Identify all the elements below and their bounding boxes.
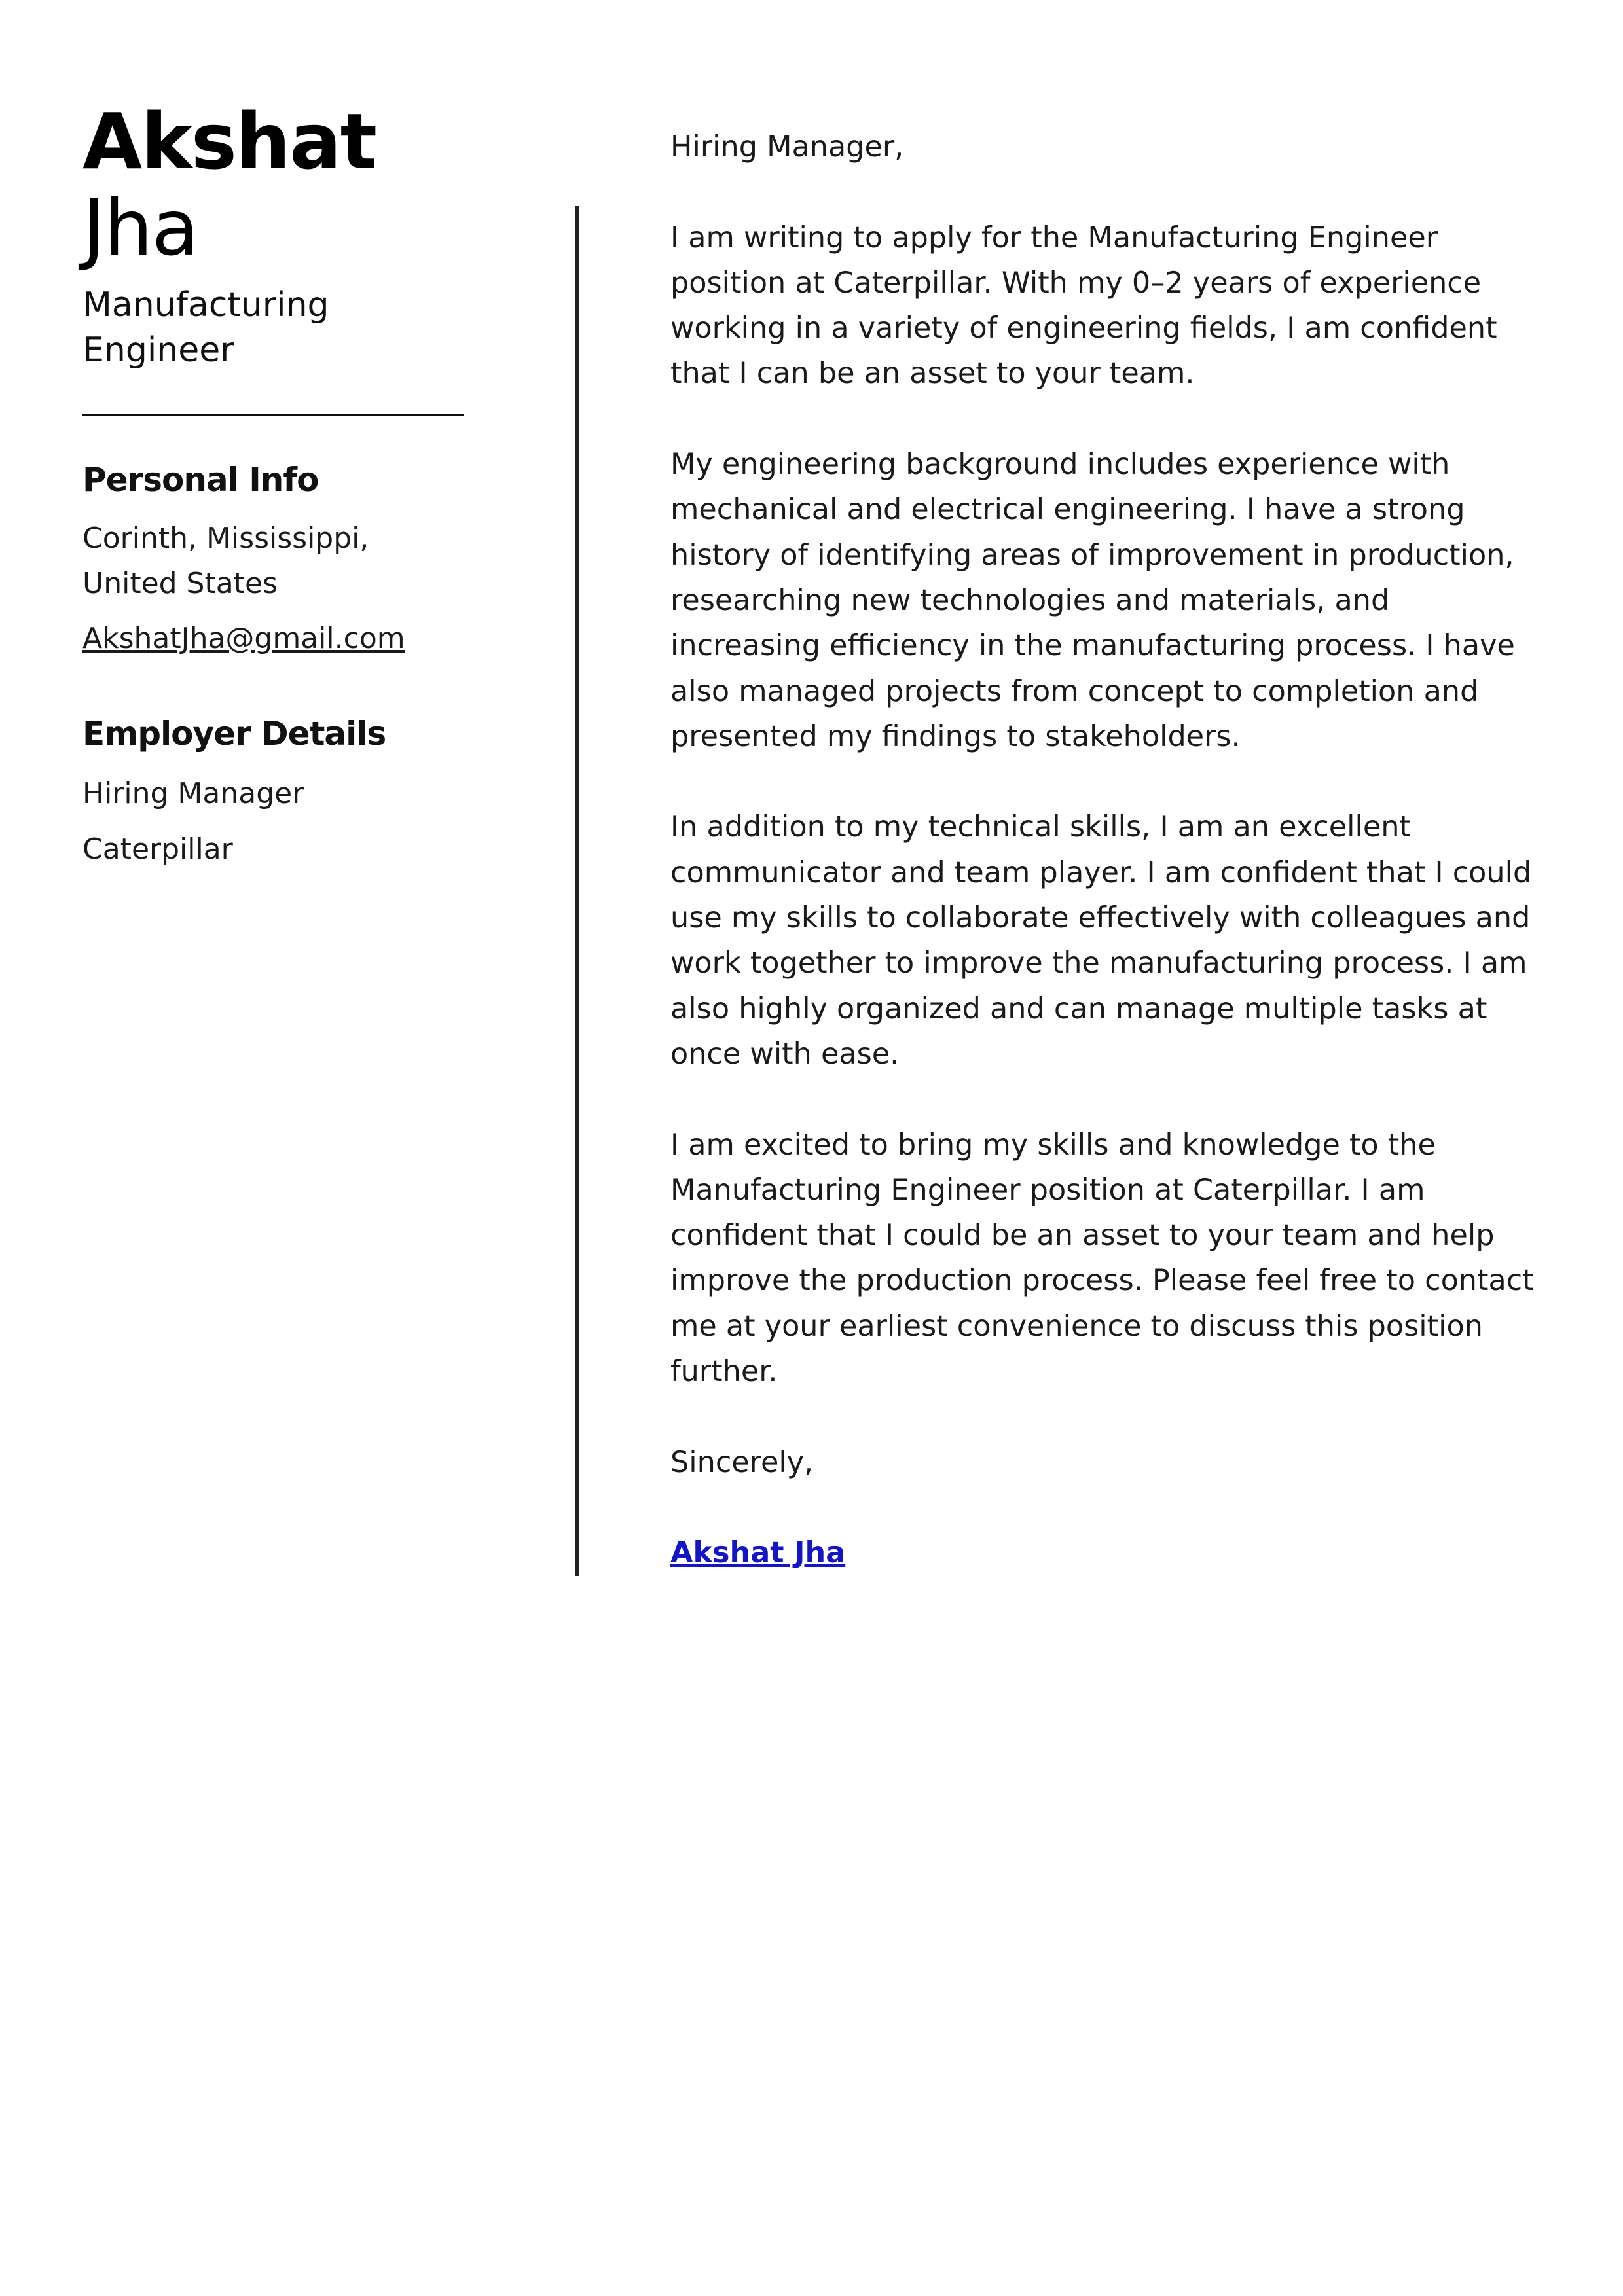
- job-title: [82, 283, 475, 373]
- letter-body: [670, 124, 1541, 1621]
- salutation: Hiring Manager,: [670, 130, 904, 164]
- address-line-2: United States: [82, 567, 278, 600]
- sidebar: [82, 98, 475, 872]
- sidebar-divider: [82, 414, 464, 416]
- letter-paragraph: I am excited to bring my skills and knowledge to the Manufacturing Engineer position at Caterpillar. I am confident that I could be an asset to your team and help improve the production process. Please feel free to contact me at your earliest convenience to discuss this position further.: [670, 1128, 1534, 1389]
- address-line-1: Corinth, Mississippi,: [82, 522, 369, 555]
- personal-info-heading: Personal Info: [82, 461, 319, 499]
- letter-paragraph: My engineering background includes experience with mechanical and electrical engineering. I have a strong history of identifying areas of improvement in production, researching new technologies and materials, and increasing efficiency in the manufacturing process. I have also managed projects from concept to completion and presented my findings to stakeholders.: [670, 448, 1515, 753]
- first-name: Akshat: [82, 96, 376, 187]
- address: [82, 516, 475, 606]
- employer-recipient: Hiring Manager: [82, 777, 304, 810]
- employer-details-heading: Employer Details: [82, 715, 386, 753]
- employer-company: Caterpillar: [82, 833, 233, 866]
- letter-paragraph: In addition to my technical skills, I am an excellent communicator and team player. I am confident that I could use my skills to collaborate effectively with colleagues and work together to improve the manufacturing process. I am also highly organized and can manage multiple tasks at once with ease.: [670, 810, 1532, 1071]
- job-title-line-2: Engineer: [82, 331, 234, 370]
- vertical-divider: [575, 206, 579, 1576]
- signature-link[interactable]: Akshat Jha: [670, 1536, 846, 1570]
- last-name: Jha: [82, 183, 198, 273]
- letter-paragraph: I am writing to apply for the Manufacturing Engineer position at Caterpillar. With my 0–2 years of experience working in a variety of engineering fields, I am confident that I can be an asset to your team.: [670, 221, 1497, 391]
- job-title-line-1: Manufacturing: [82, 285, 329, 325]
- email-link[interactable]: AkshatJha@gmail.com: [82, 622, 405, 655]
- closing: Sincerely,: [670, 1445, 814, 1479]
